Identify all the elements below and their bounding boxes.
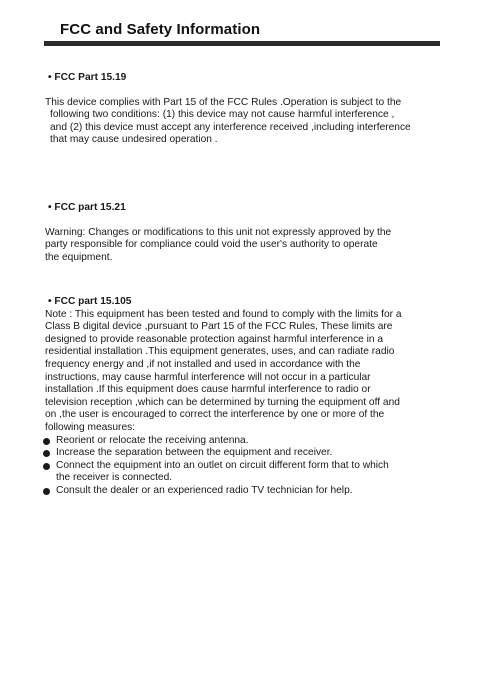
section-heading: • FCC Part 15.19 <box>48 72 127 83</box>
list-item <box>43 460 446 485</box>
title-divider <box>44 41 440 46</box>
measures-list <box>43 435 446 498</box>
list-item <box>43 485 446 498</box>
body-line: residential installation .This equipment generates, uses, and can radiate radio <box>45 346 395 358</box>
body-line: This device complies with Part 15 of the FCC Rules .Operation is subject to the <box>45 96 402 108</box>
body-line: that may cause undesired operation . <box>50 134 218 146</box>
list-item <box>43 435 446 448</box>
body-line: and (2) this device must accept any interference received ,including interference <box>50 121 411 133</box>
section-heading: • FCC part 15.105 <box>48 296 132 307</box>
body-line: instructions, may cause harmful interference will not occur in a particular <box>45 371 371 383</box>
body-line: designed to provide reasonable protection against harmful interference in a <box>45 333 384 345</box>
body-line: Class B digital device ,pursuant to Part 15 of the FCC Rules, These limits are <box>45 321 393 333</box>
bullet-dot-icon <box>43 488 50 495</box>
body-line: television reception ,which can be determined by turning the equipment off and <box>45 396 400 408</box>
list-item-text: Consult the dealer or an experienced radio TV technician for help. <box>56 484 353 496</box>
body-line: Warning: Changes or modifications to this unit not expressly approved by the <box>45 226 392 238</box>
body-line: installation .If this equipment does cause harmful interference to radio or <box>45 384 371 396</box>
bullet-dot-icon <box>43 438 50 445</box>
section-fcc-15-19 <box>46 72 446 147</box>
section-heading: • FCC part 15.21 <box>48 202 126 213</box>
section-fcc-15-105 <box>46 296 446 498</box>
list-item-text: Connect the equipment into an outlet on circuit different form that to which <box>56 459 389 471</box>
body-line: the equipment. <box>45 251 113 263</box>
list-item <box>43 447 446 460</box>
body-line: party responsible for compliance could void the user's authority to operate <box>45 239 378 251</box>
page-title: FCC and Safety Information <box>60 21 261 38</box>
body-line: following measures: <box>45 421 136 433</box>
list-item-text: the receiver is connected. <box>56 472 173 484</box>
body-line: frequency energy and ,if not installed and used in accordance with the <box>45 358 361 370</box>
bullet-dot-icon <box>43 463 50 470</box>
body-line: following two conditions: (1) this device may not cause harmful interference , <box>50 109 395 121</box>
body-line: on ,the user is encouraged to correct the interference by one or more of the <box>45 409 385 421</box>
list-item-text: Reorient or relocate the receiving antenna. <box>56 434 249 446</box>
section-fcc-15-21 <box>46 202 446 264</box>
bullet-dot-icon <box>43 450 50 457</box>
body-line: Note : This equipment has been tested and found to comply with the limits for a <box>45 308 402 320</box>
list-item-text: Increase the separation between the equipment and receiver. <box>56 447 333 459</box>
